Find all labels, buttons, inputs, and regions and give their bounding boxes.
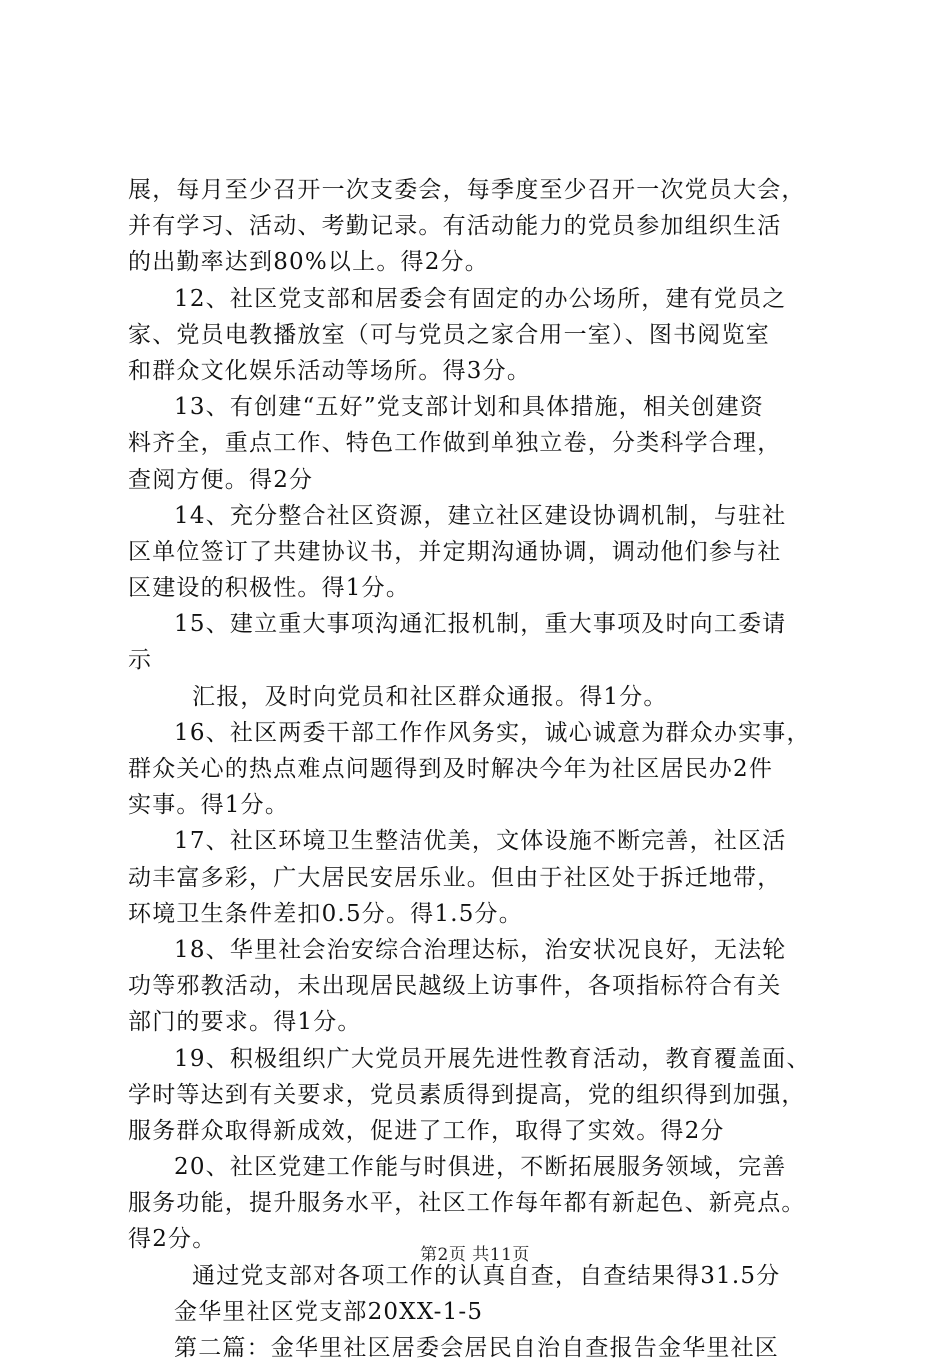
text-line: 查阅方便。得2分: [128, 466, 314, 493]
text-line: 14、充分整合社区资源，建立社区建设协调机制，与驻社: [174, 502, 787, 529]
text-line: 学时等达到有关要求，党员素质得到提高，党的组织得到加强，: [128, 1081, 806, 1108]
text-line: 第二篇：金华里社区居委会居民自治自查报告金华里社区: [174, 1335, 779, 1361]
page-footer: 第2页 共11页: [420, 1245, 530, 1265]
text-line: 金华里社区党支部20XX-1-5: [174, 1298, 484, 1325]
text-line: 实事。得1分。: [128, 792, 290, 819]
text-line: 服务群众取得新成效，促进了工作，取得了实效。得2分: [128, 1117, 725, 1144]
text-line: 展，每月至少召开一次支委会，每季度至少召开一次党员大会，: [128, 177, 806, 203]
text-line: 家、党员电教播放室（可与党员之家合用一室）、图书阅览室: [128, 321, 770, 348]
text-line: 汇报，及时向党员和社区群众通报。得1分。: [192, 683, 668, 710]
text-line: 区单位签订了共建协议书，并定期沟通协调，调动他们参与社: [128, 538, 782, 565]
text-line: 13、有创建“五好”党支部计划和具体措施，相关创建资: [174, 394, 764, 421]
text-line: 得2分。: [128, 1226, 217, 1253]
text-line: 功等邪教活动，未出现居民越级上访事件，各项指标符合有关: [128, 973, 782, 1000]
text-line: 动丰富多彩，广大居民安居乐业。但由于社区处于拆迁地带，: [128, 864, 782, 891]
text-line: 17、社区环境卫生整洁优美，文体设施不断完善，社区活: [174, 828, 787, 855]
text-line: 服务功能，提升服务水平，社区工作每年都有新起色、新亮点。: [128, 1190, 806, 1217]
text-line: 16、社区两委干部工作作风务实，诚心诚意为群众办实事，: [174, 719, 811, 746]
text-line: 部门的要求。得1分。: [128, 1009, 362, 1036]
text-line: 12、社区党支部和居委会有固定的办公场所，建有党员之: [174, 285, 787, 312]
text-line: 19、积极组织广大党员开展先进性教育活动，教育覆盖面、: [174, 1045, 811, 1072]
text-line: 18、华里社会治安综合治理达标，治安状况良好，无法轮: [174, 936, 787, 963]
document-body: [128, 172, 840, 1366]
text-line: 的出勤率达到80%以上。得2分。: [128, 249, 489, 276]
text-line: 环境卫生条件差扣0.5分。得1.5分。: [128, 900, 523, 927]
text-line: 通过党支部对各项工作的认真自查，自查结果得31.5分: [192, 1262, 781, 1289]
text-line: 20、社区党建工作能与时俱进，不断拓展服务领域，完善: [174, 1154, 787, 1181]
text-line: 并有学习、活动、考勤记录。有活动能力的党员参加组织生活: [128, 213, 782, 240]
text-line: 群众关心的热点难点问题得到及时解决今年为社区居民办2件: [128, 756, 774, 782]
text-line: 区建设的积极性。得1分。: [128, 575, 411, 602]
text-line: 15、建立重大事项沟通汇报机制，重大事项及时向工委请: [174, 611, 787, 638]
text-line: 和群众文化娱乐活动等场所。得3分。: [128, 357, 532, 384]
text-line: 示: [128, 647, 153, 674]
text-line: 料齐全，重点工作、特色工作做到单独立卷，分类科学合理，: [128, 430, 782, 457]
